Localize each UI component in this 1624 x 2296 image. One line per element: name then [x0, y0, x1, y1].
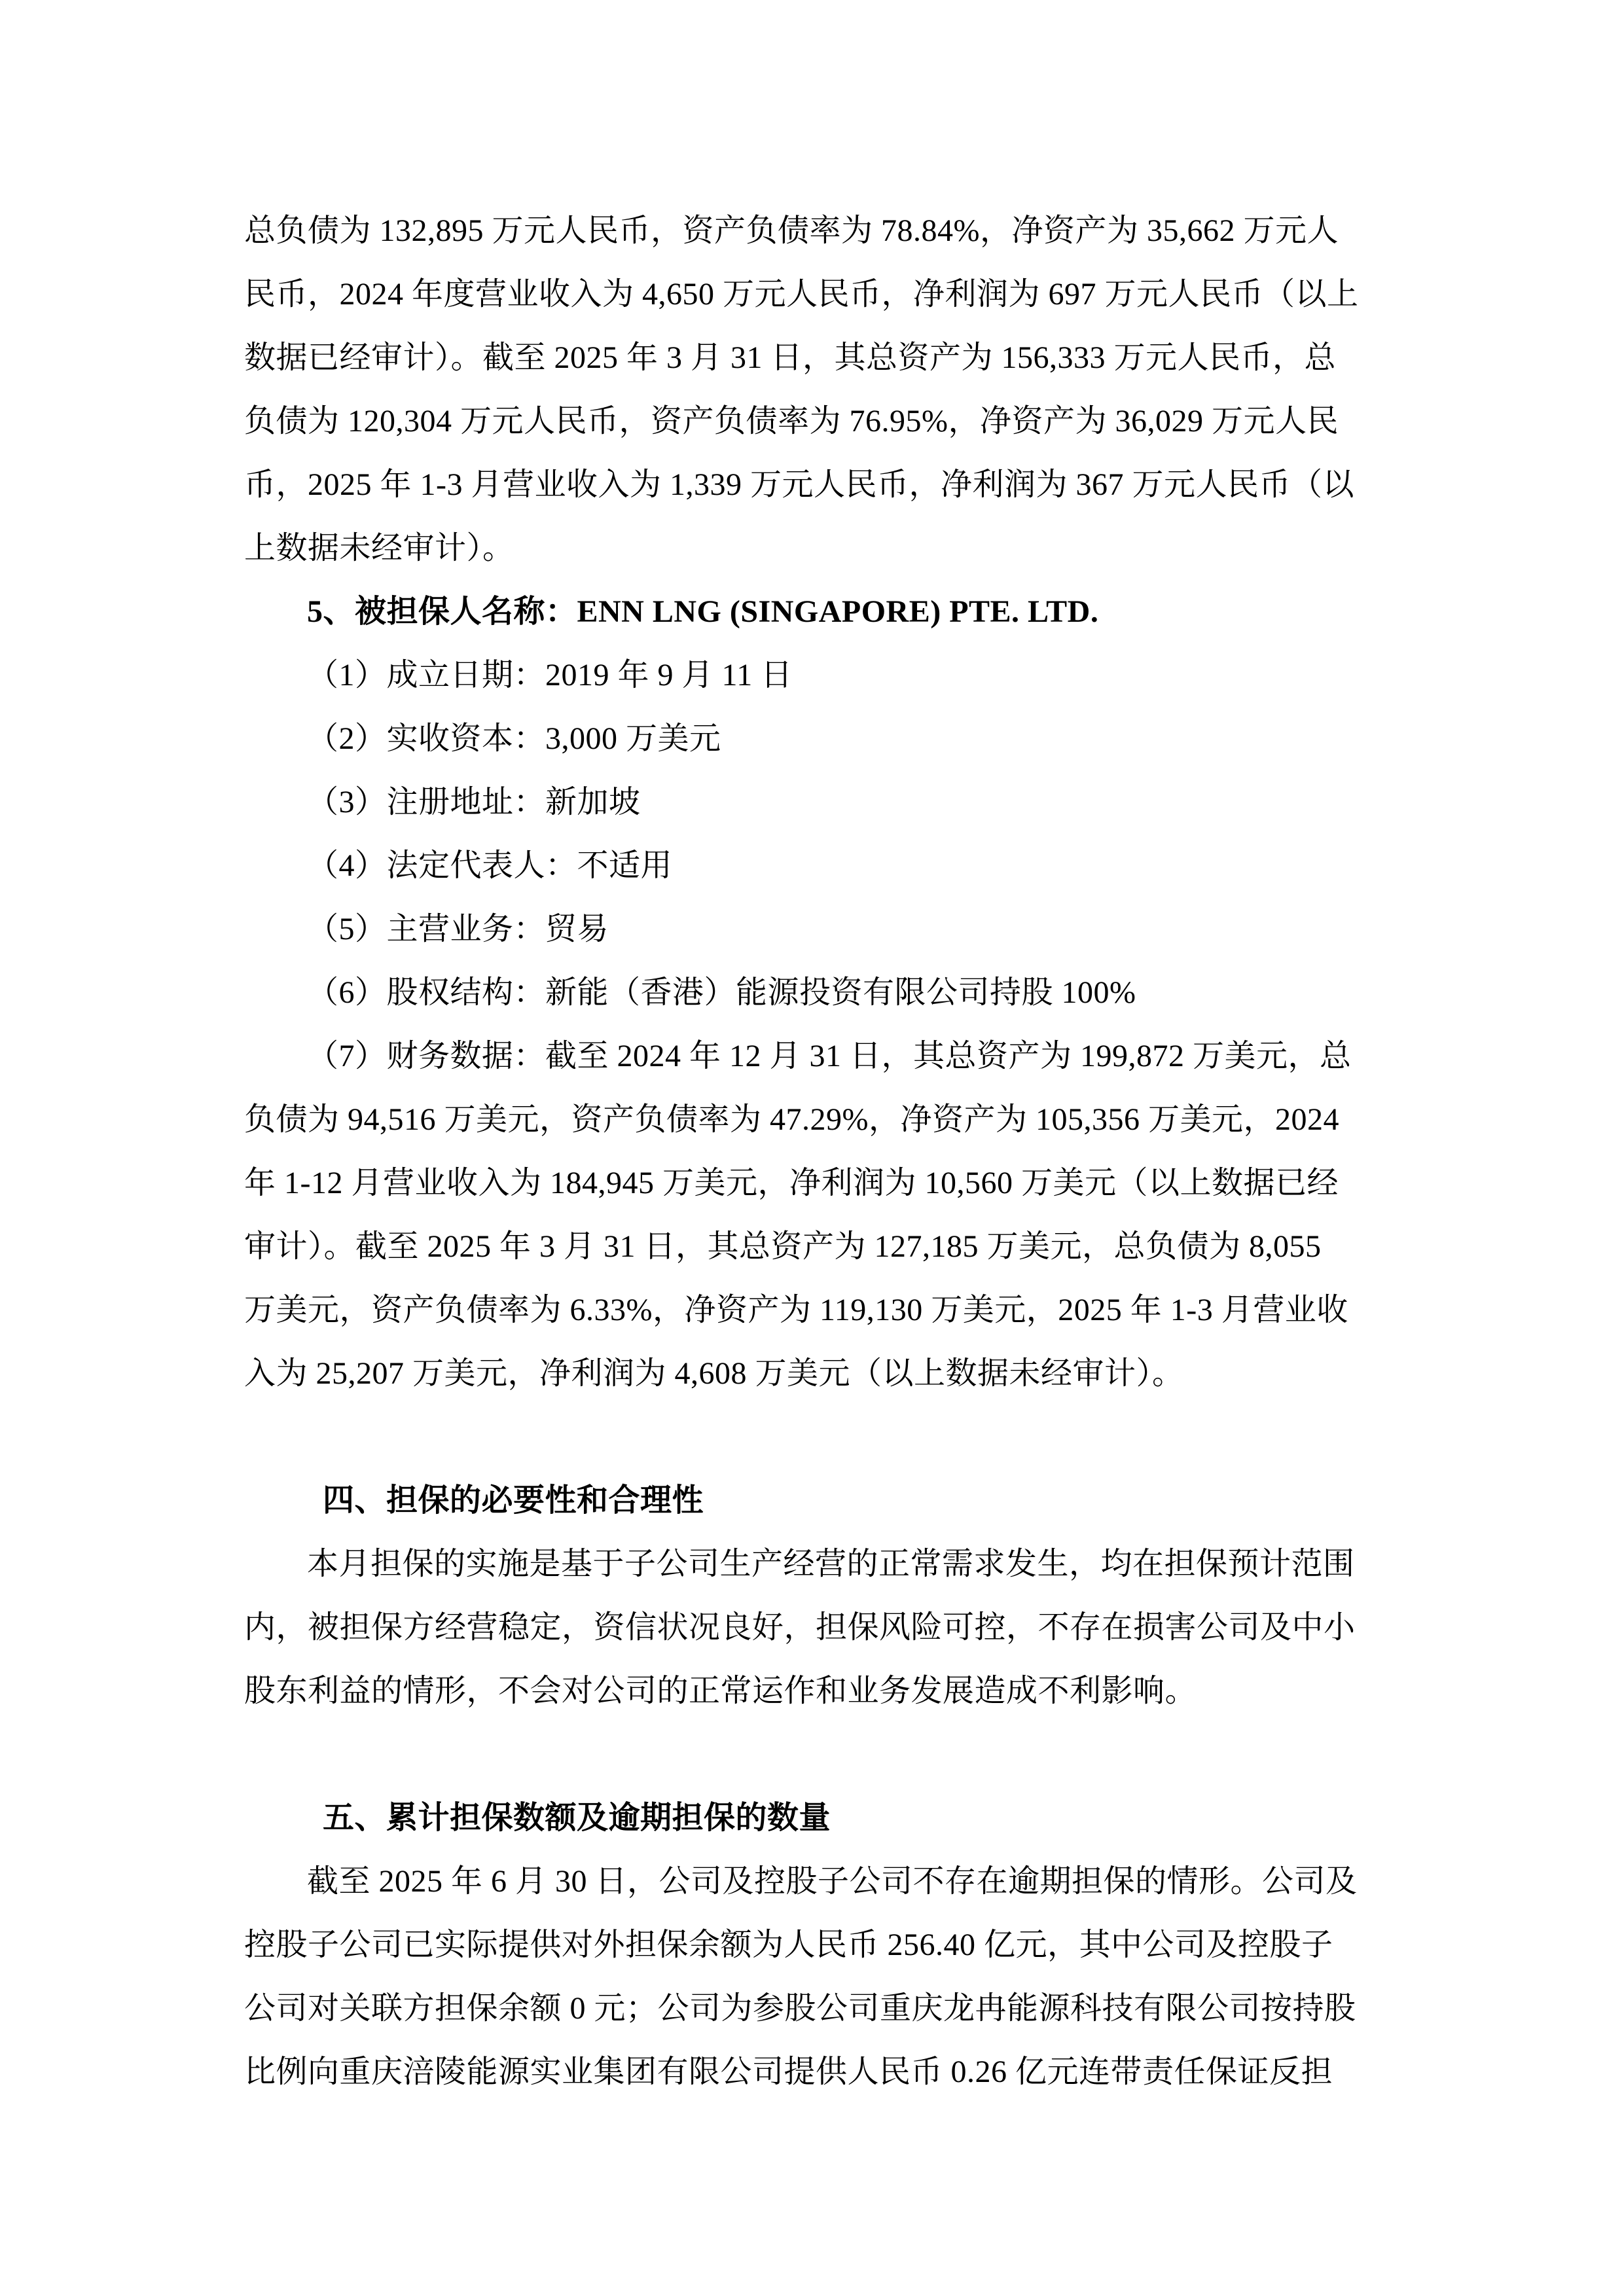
text-line: （3）注册地址：新加坡 [307, 785, 641, 819]
text-line: 万美元，资产负债率为 6.33%，净资产为 119,130 万美元，2025 年 1-3 月营业收 [244, 1293, 1348, 1327]
text-line: （1）成立日期：2019 年 9 月 11 日 [307, 658, 793, 692]
text-line: 负债为 94,516 万美元，资产负债率为 47.29%，净资产为 105,356 万美元，2024 [244, 1102, 1339, 1137]
text-line: （2）实收资本：3,000 万美元 [307, 721, 721, 756]
text-line: 控股子公司已实际提供对外担保余额为人民币 256.40 亿元，其中公司及控股子 [244, 1928, 1333, 1962]
document-body [244, 199, 1386, 2104]
section-heading: 五、累计担保数额及逾期担保的数量 [323, 1801, 831, 1835]
text-line: 民币，2024 年度营业收入为 4,650 万元人民币，净利润为 697 万元人民币（以上 [244, 277, 1359, 312]
text-line: （4）法定代表人：不适用 [307, 848, 673, 883]
text-line: 审计）。截至 2025 年 3 月 31 日，其总资产为 127,185 万美元，总负债为 8,055 [244, 1229, 1322, 1264]
section-heading: 四、担保的必要性和合理性 [323, 1483, 704, 1518]
blank-line [244, 1723, 1386, 1786]
text-line: （6）股权结构：新能（香港）能源投资有限公司持股 100% [307, 975, 1136, 1010]
text-line: 比例向重庆涪陵能源实业集团有限公司提供人民币 0.26 亿元连带责任保证反担 [244, 2054, 1333, 2089]
text-line: 本月担保的实施是基于子公司生产经营的正常需求发生，均在担保预计范围 [307, 1547, 1355, 1581]
text-line: 公司对关联方担保余额 0 元；公司为参股公司重庆龙冉能源科技有限公司按持股 [244, 1991, 1356, 2026]
text-line: （7）财务数据：截至 2024 年 12 月 31 日，其总资产为 199,872 万美元，总 [307, 1039, 1352, 1073]
text-line: 负债为 120,304 万元人民币，资产负债率为 76.95%，净资产为 36,029 万元人民 [244, 404, 1339, 439]
text-line: 截至 2025 年 6 月 30 日，公司及控股子公司不存在逾期担保的情形。公司及 [307, 1864, 1358, 1899]
text-line: 内，被担保方经营稳定，资信状况良好，担保风险可控，不存在损害公司及中小 [244, 1610, 1356, 1645]
text-line: 年 1-12 月营业收入为 184,945 万美元，净利润为 10,560 万美元（以上数据已经 [244, 1166, 1339, 1200]
text-line: 总负债为 132,895 万元人民币，资产负债率为 78.84%，净资产为 35,662 万元人 [244, 213, 1339, 248]
text-line: 上数据未经审计）。 [244, 531, 514, 565]
text-line: 入为 25,207 万美元，净利润为 4,608 万美元（以上数据未经审计）。 [244, 1356, 1184, 1391]
text-line: 数据已经审计）。截至 2025 年 3 月 31 日，其总资产为 156,333 万元人民币，总 [244, 340, 1337, 375]
item-heading-line: 5、被担保人名称：ENN LNG (SINGAPORE) PTE. LTD. [307, 594, 1099, 629]
text-line: （5）主营业务：贸易 [307, 912, 609, 946]
text-line: 股东利益的情形，不会对公司的正常运作和业务发展造成不利影响。 [244, 1674, 1197, 1708]
text-line: 币，2025 年 1-3 月营业收入为 1,339 万元人民币，净利润为 367 万元人民币（以 [244, 467, 1354, 502]
blank-line [244, 1405, 1386, 1469]
